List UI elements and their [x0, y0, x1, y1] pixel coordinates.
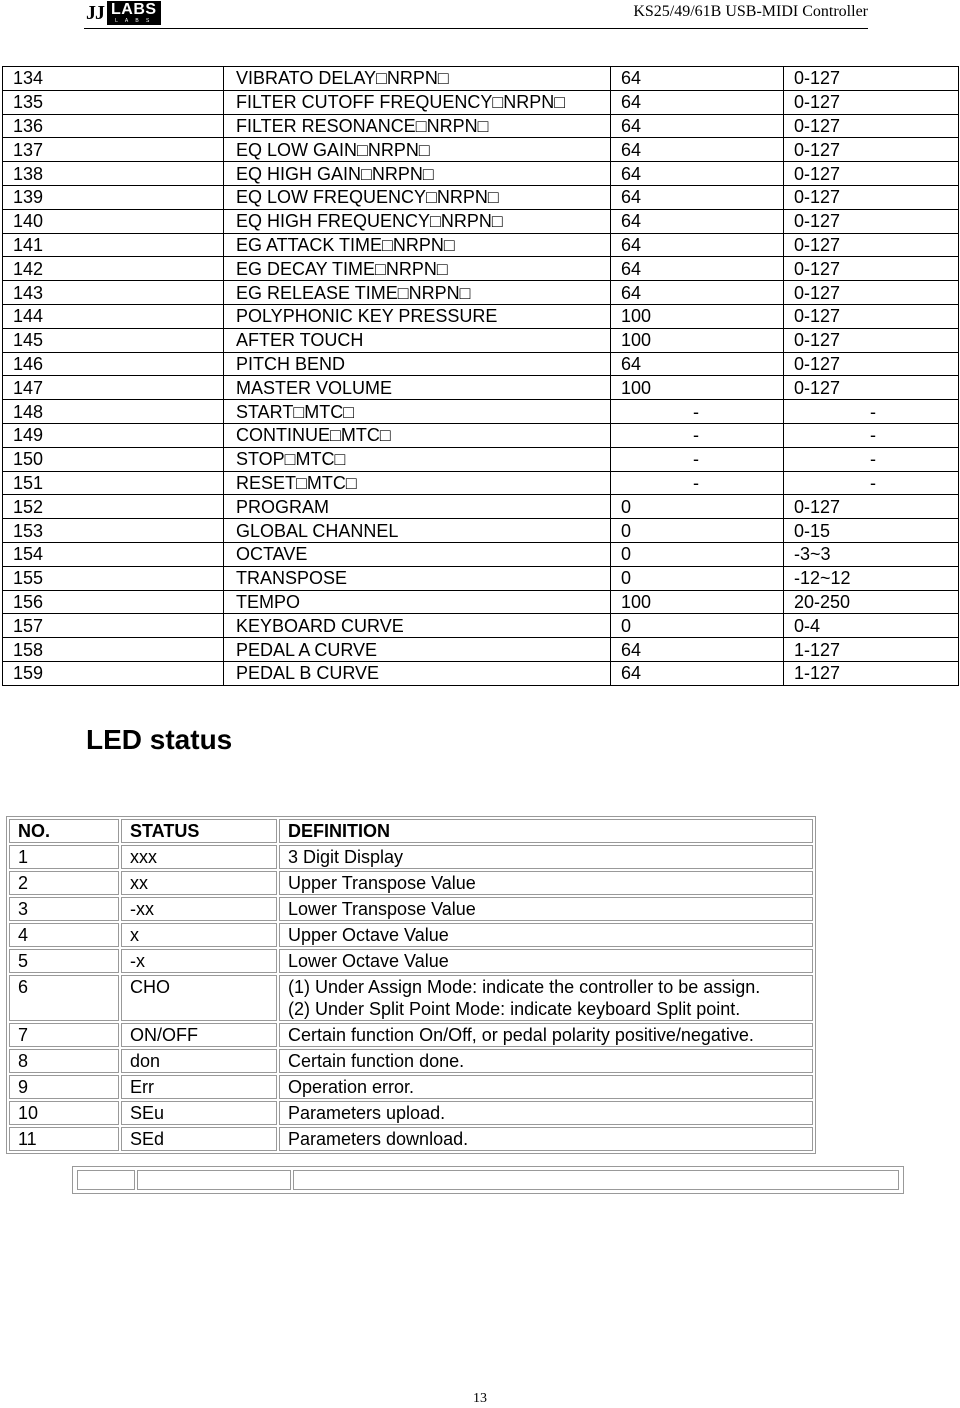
definition-line: Operation error. — [288, 1077, 415, 1097]
empty-cell — [293, 1170, 899, 1190]
param-name: EG RELEASE TIME□NRPN□ — [224, 281, 611, 305]
param-row — [3, 352, 959, 376]
led-definition — [279, 975, 813, 1021]
param-range: - — [784, 471, 959, 495]
header-status: STATUS — [121, 819, 277, 843]
param-default: 0 — [611, 566, 784, 590]
definition-line: Parameters download. — [288, 1129, 469, 1149]
definition-line: Upper Octave Value — [288, 925, 449, 945]
param-number: 143 — [3, 281, 224, 305]
led-status: Err — [121, 1075, 277, 1099]
param-number: 148 — [3, 400, 224, 424]
led-status-heading: LED status — [86, 724, 233, 755]
param-range: 0-127 — [784, 257, 959, 281]
param-row — [3, 138, 959, 162]
param-number: 147 — [3, 376, 224, 400]
param-default: 64 — [611, 90, 784, 114]
led-status: xx — [121, 871, 277, 895]
led-number: 8 — [9, 1049, 119, 1073]
param-row — [3, 67, 959, 91]
param-row — [3, 423, 959, 447]
param-range: -12~12 — [784, 566, 959, 590]
param-name: EG ATTACK TIME□NRPN□ — [224, 233, 611, 257]
param-range: - — [784, 423, 959, 447]
led-status: SEu — [121, 1101, 277, 1125]
led-number: 4 — [9, 923, 119, 947]
param-number: 142 — [3, 257, 224, 281]
param-name: EG DECAY TIME□NRPN□ — [224, 257, 611, 281]
param-name: PEDAL B CURVE — [224, 661, 611, 685]
param-row — [3, 90, 959, 114]
logo-labs-box — [107, 1, 161, 25]
param-row — [3, 519, 959, 543]
definition-line: (2) Under Split Point Mode: indicate keyboard Split point. — [288, 999, 741, 1019]
led-status: SEd — [121, 1127, 277, 1151]
jj-labs-logo — [84, 0, 161, 26]
param-name: EQ LOW GAIN□NRPN□ — [224, 138, 611, 162]
param-name: PEDAL A CURVE — [224, 638, 611, 662]
param-row — [3, 614, 959, 638]
param-number: 145 — [3, 328, 224, 352]
param-default: 64 — [611, 185, 784, 209]
param-range: 0-127 — [784, 376, 959, 400]
led-row — [9, 845, 813, 869]
param-row — [3, 162, 959, 186]
definition-line: Lower Transpose Value — [288, 899, 476, 919]
led-row — [9, 1049, 813, 1073]
param-range: 0-127 — [784, 352, 959, 376]
param-name: MASTER VOLUME — [224, 376, 611, 400]
led-definition — [279, 1049, 813, 1073]
param-row — [3, 471, 959, 495]
param-range: - — [784, 447, 959, 471]
led-row — [9, 1075, 813, 1099]
param-default: 64 — [611, 209, 784, 233]
led-status: -x — [121, 949, 277, 973]
param-range: 1-127 — [784, 661, 959, 685]
led-number: 9 — [9, 1075, 119, 1099]
led-status: -xx — [121, 897, 277, 921]
param-default: - — [611, 471, 784, 495]
param-default: 64 — [611, 257, 784, 281]
param-number: 154 — [3, 542, 224, 566]
param-default: - — [611, 447, 784, 471]
led-number: 6 — [9, 975, 119, 1021]
logo-sub-text: L A B S — [115, 18, 153, 24]
led-definition — [279, 871, 813, 895]
param-range: 1-127 — [784, 638, 959, 662]
led-number: 5 — [9, 949, 119, 973]
led-definition — [279, 845, 813, 869]
param-range: 0-127 — [784, 328, 959, 352]
param-default: - — [611, 423, 784, 447]
param-number: 156 — [3, 590, 224, 614]
param-name: TRANSPOSE — [224, 566, 611, 590]
param-range: 0-127 — [784, 138, 959, 162]
param-number: 152 — [3, 495, 224, 519]
definition-line: Certain function On/Off, or pedal polarity positive/negative. — [288, 1025, 754, 1045]
param-range: 0-127 — [784, 90, 959, 114]
param-number: 155 — [3, 566, 224, 590]
param-row — [3, 209, 959, 233]
param-range: 0-127 — [784, 162, 959, 186]
param-number: 135 — [3, 90, 224, 114]
param-number: 134 — [3, 67, 224, 91]
led-definition — [279, 949, 813, 973]
param-name: RESET□MTC□ — [224, 471, 611, 495]
param-row — [3, 114, 959, 138]
led-number: 7 — [9, 1023, 119, 1047]
param-row — [3, 376, 959, 400]
param-number: 140 — [3, 209, 224, 233]
param-default: 0 — [611, 614, 784, 638]
led-number: 2 — [9, 871, 119, 895]
led-number: 11 — [9, 1127, 119, 1151]
param-name: PROGRAM — [224, 495, 611, 519]
param-default: 64 — [611, 67, 784, 91]
param-range: 20-250 — [784, 590, 959, 614]
param-default: 0 — [611, 542, 784, 566]
led-definition — [279, 1075, 813, 1099]
param-number: 150 — [3, 447, 224, 471]
param-number: 146 — [3, 352, 224, 376]
empty-cell — [137, 1170, 291, 1190]
param-default: 100 — [611, 590, 784, 614]
param-default: 100 — [611, 328, 784, 352]
param-number: 159 — [3, 661, 224, 685]
param-default: 64 — [611, 138, 784, 162]
led-row — [9, 871, 813, 895]
param-row — [3, 328, 959, 352]
param-name: OCTAVE — [224, 542, 611, 566]
param-number: 149 — [3, 423, 224, 447]
param-range: 0-127 — [784, 67, 959, 91]
led-number: 10 — [9, 1101, 119, 1125]
param-range: 0-4 — [784, 614, 959, 638]
param-name: PITCH BEND — [224, 352, 611, 376]
param-default: 100 — [611, 376, 784, 400]
param-name: EQ HIGH FREQUENCY□NRPN□ — [224, 209, 611, 233]
led-row — [9, 1101, 813, 1125]
led-number: 3 — [9, 897, 119, 921]
param-default: 0 — [611, 495, 784, 519]
param-row — [3, 661, 959, 685]
param-default: 64 — [611, 233, 784, 257]
param-name: STOP□MTC□ — [224, 447, 611, 471]
param-number: 139 — [3, 185, 224, 209]
led-definition — [279, 1127, 813, 1151]
param-number: 153 — [3, 519, 224, 543]
param-row — [3, 233, 959, 257]
logo-labs-text: LABS — [111, 1, 157, 18]
param-number: 137 — [3, 138, 224, 162]
param-row — [3, 638, 959, 662]
empty-cell — [77, 1170, 135, 1190]
led-row — [9, 975, 813, 1021]
logo-jj-text: JJ — [86, 2, 104, 24]
param-name: GLOBAL CHANNEL — [224, 519, 611, 543]
param-row — [3, 281, 959, 305]
header-divider — [84, 28, 868, 29]
header-no: NO. — [9, 819, 119, 843]
param-name: POLYPHONIC KEY PRESSURE — [224, 304, 611, 328]
definition-line: (1) Under Assign Mode: indicate the controller to be assign. — [288, 977, 761, 997]
param-default: 64 — [611, 661, 784, 685]
param-row — [3, 566, 959, 590]
led-definition — [279, 923, 813, 947]
document-title: KS25/49/61B USB-MIDI Controller — [633, 3, 868, 20]
led-number: 1 — [9, 845, 119, 869]
page-header — [84, 0, 868, 32]
param-number: 157 — [3, 614, 224, 638]
param-range: - — [784, 400, 959, 424]
led-row — [9, 1127, 813, 1151]
param-range: 0-127 — [784, 233, 959, 257]
param-default: - — [611, 400, 784, 424]
param-range: 0-127 — [784, 209, 959, 233]
param-default: 64 — [611, 638, 784, 662]
param-range: 0-127 — [784, 304, 959, 328]
page-number: 13 — [473, 1391, 487, 1406]
param-name: KEYBOARD CURVE — [224, 614, 611, 638]
empty-table-row — [72, 1166, 904, 1194]
param-number: 136 — [3, 114, 224, 138]
param-range: 0-127 — [784, 114, 959, 138]
param-row — [3, 542, 959, 566]
param-name: AFTER TOUCH — [224, 328, 611, 352]
param-default: 0 — [611, 519, 784, 543]
param-default: 64 — [611, 114, 784, 138]
definition-line: Certain function done. — [288, 1051, 465, 1071]
param-name: EQ LOW FREQUENCY□NRPN□ — [224, 185, 611, 209]
led-status: CHO — [121, 975, 277, 1021]
param-number: 144 — [3, 304, 224, 328]
param-range: -3~3 — [784, 542, 959, 566]
param-name: FILTER RESONANCE□NRPN□ — [224, 114, 611, 138]
param-row — [3, 400, 959, 424]
led-status: xxx — [121, 845, 277, 869]
param-row — [3, 185, 959, 209]
param-row — [3, 304, 959, 328]
param-range: 0-127 — [784, 281, 959, 305]
definition-line: Upper Transpose Value — [288, 873, 476, 893]
param-row — [3, 590, 959, 614]
param-name: TEMPO — [224, 590, 611, 614]
led-definition — [279, 1101, 813, 1125]
led-status: ON/OFF — [121, 1023, 277, 1047]
definition-line: Lower Octave Value — [288, 951, 449, 971]
param-row — [3, 495, 959, 519]
led-status-table — [6, 816, 816, 1154]
led-row — [9, 897, 813, 921]
led-status: don — [121, 1049, 277, 1073]
param-range: 0-127 — [784, 495, 959, 519]
param-row — [3, 447, 959, 471]
definition-line: 3 Digit Display — [288, 847, 404, 867]
header-definition: DEFINITION — [279, 819, 813, 843]
param-default: 64 — [611, 281, 784, 305]
param-name: START□MTC□ — [224, 400, 611, 424]
led-status: x — [121, 923, 277, 947]
param-number: 141 — [3, 233, 224, 257]
param-default: 64 — [611, 352, 784, 376]
led-definition — [279, 897, 813, 921]
param-default: 64 — [611, 162, 784, 186]
param-number: 138 — [3, 162, 224, 186]
led-table-header-row — [9, 819, 813, 843]
param-range: 0-127 — [784, 185, 959, 209]
parameters-table — [2, 66, 959, 686]
param-name: CONTINUE□MTC□ — [224, 423, 611, 447]
led-row — [9, 923, 813, 947]
param-range: 0-15 — [784, 519, 959, 543]
definition-line: Parameters upload. — [288, 1103, 446, 1123]
param-name: FILTER CUTOFF FREQUENCY□NRPN□ — [224, 90, 611, 114]
param-number: 158 — [3, 638, 224, 662]
param-default: 100 — [611, 304, 784, 328]
led-row — [9, 949, 813, 973]
param-name: EQ HIGH GAIN□NRPN□ — [224, 162, 611, 186]
led-definition — [279, 1023, 813, 1047]
led-row — [9, 1023, 813, 1047]
param-number: 151 — [3, 471, 224, 495]
param-row — [3, 257, 959, 281]
param-name: VIBRATO DELAY□NRPN□ — [224, 67, 611, 91]
